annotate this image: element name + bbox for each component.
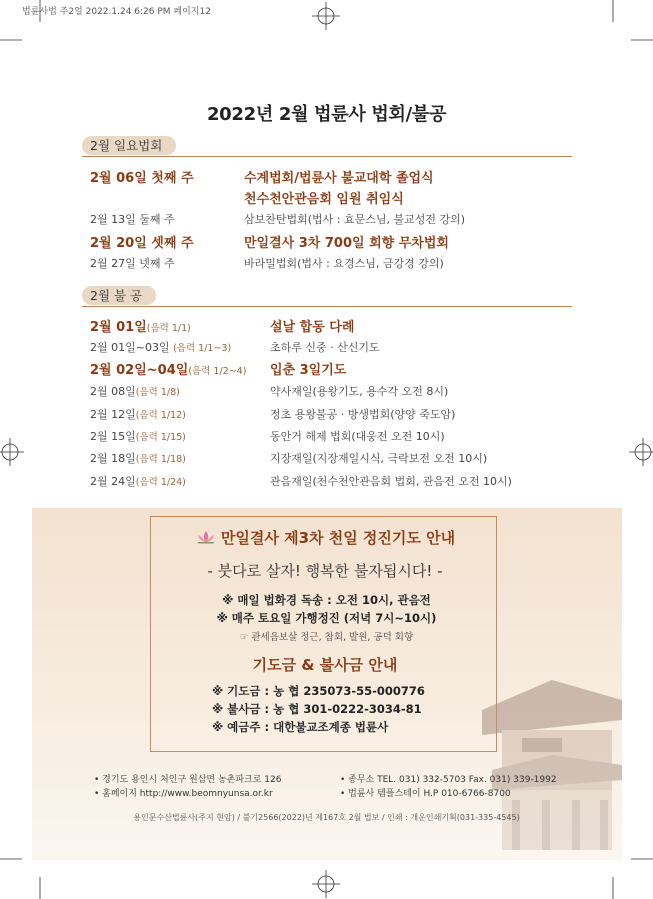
contact-address: • 경기도 용인시 처인구 원삼면 농촌파크로 126: [94, 775, 282, 785]
print-header: 법륜사법 주2얼 2022.1.24 6:26 PM 페이지12: [22, 7, 211, 17]
donation-account-prayer: ※ 기도금 : 농 협 235073-55-000776: [212, 684, 425, 698]
prayer-slogan: - 붓다로 살자! 행복한 불자됩시다! -: [207, 562, 443, 580]
donation-account-building: ※ 불사금 : 농 협 301-0222-3034-81: [212, 702, 422, 716]
section-sunday-header: [82, 136, 572, 157]
section-offering-header: [82, 286, 572, 307]
prayer-saturday: ※ 매주 토요일 가행정진 (저녁 7시~10시): [216, 611, 437, 625]
lotus-icon: [195, 530, 217, 544]
prayer-note: ☞ 관세음보살 정근, 참회, 발원, 공덕 회향: [239, 632, 414, 643]
contact-homepage[interactable]: • 홈페이지 http://www.beomnyunsa.or.kr: [94, 789, 273, 799]
section-sunday-label: 2월 일요법회: [82, 136, 176, 155]
temple-illustration: [482, 640, 622, 860]
prayer-daily: ※ 매일 법화경 독송 : 오전 10시, 관음전: [222, 593, 431, 607]
donation-title: 기도금 & 불사금 안내: [252, 656, 398, 674]
contact-templestay: • 법륜사 템플스테이 H.P 010-6766-8700: [340, 789, 511, 799]
page-title: 2022년 2월 법륜사 법회/불공: [206, 104, 447, 125]
footer: 용인문수산법륜사(주지 현암) / 불기2566(2022)년 제167호 2월 법보 / 인쇄 : 개운인쇄기획(031-335-4545): [133, 813, 520, 822]
donation-account-holder: ※ 예금주 : 대한불교조계종 법륜사: [212, 720, 389, 734]
prayer-title: 만일결사 제3차 천일 정진기도 안내: [170, 527, 480, 548]
contact-office: • 종무소 TEL. 031) 332-5703 Fax. 031) 339-1992: [340, 775, 557, 785]
section-offering-label: 2월 불 공: [82, 286, 156, 305]
